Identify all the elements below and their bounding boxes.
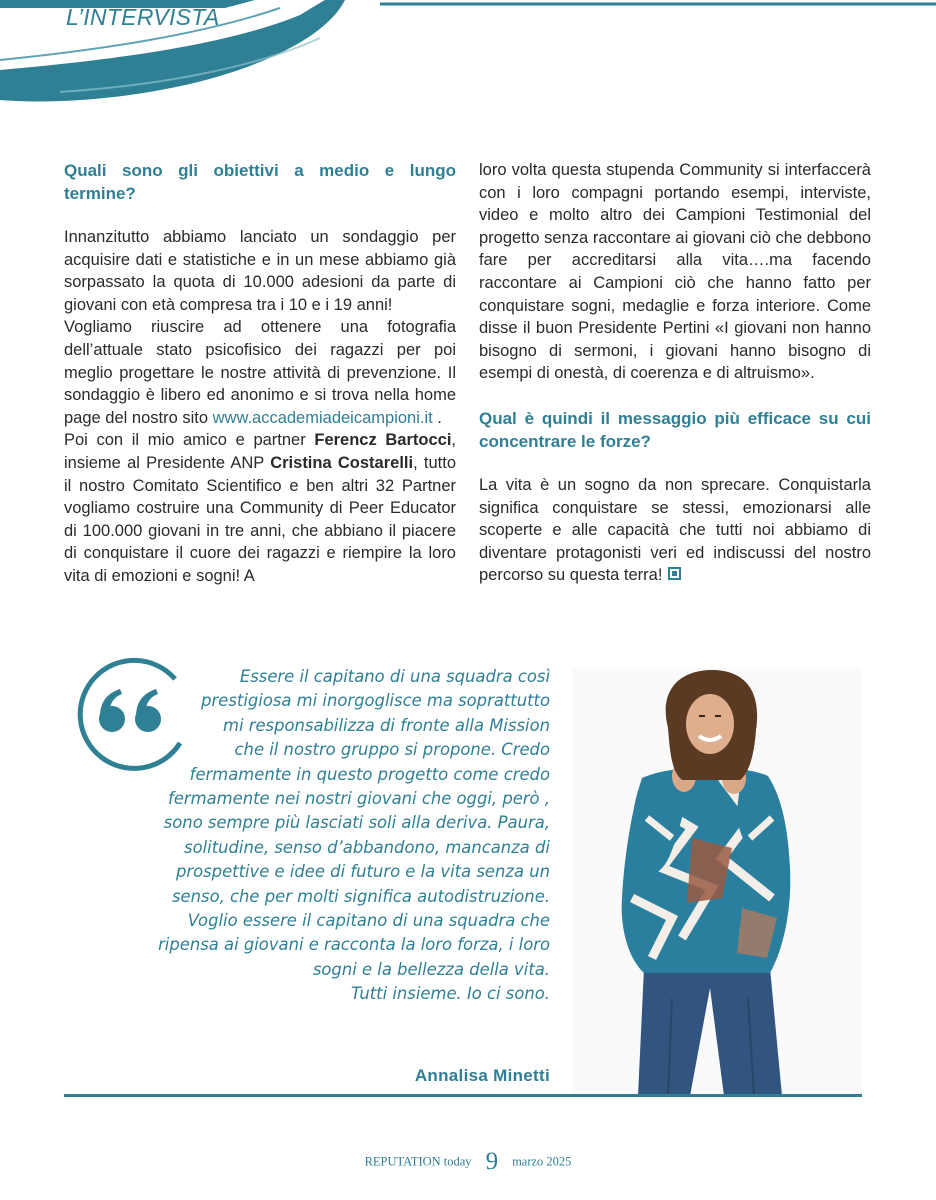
issue-date: marzo 2025 — [512, 1154, 572, 1169]
quote-line: Tutti insieme. Io ci sono. — [351, 984, 550, 1004]
quote-line: ripensa ai giovani e racconta la loro forza, i loro — [158, 935, 550, 955]
quote-line: mi responsabilizza di fronte alla Mission — [223, 715, 550, 735]
question-heading: Qual è quindi il messaggio più efficace su cui concentrare le forze? — [479, 408, 871, 451]
paragraph — [64, 316, 456, 429]
paragraph: Innanzitutto abbiamo lanciato un sondaggio per acquisire dati e statistiche e in un mese abbiamo già sorpassato la quota di 10.000 adesioni da parte di giovani con età compresa tra i 10 e i 19 anni! — [64, 228, 456, 314]
quote-line: Essere il capitano di una squadra così — [239, 667, 550, 686]
quote-line: sogni e la bellezza della vita. — [312, 959, 550, 979]
quote-line: Voglio essere il capitano di una squadra che — [187, 911, 550, 931]
quote-line: che il nostro gruppo si propone. Credo — [234, 740, 550, 760]
paragraph-text: Vogliamo riuscire ad ottenere una fotografia dell’attuale stato psicofisico dei ragazzi per poi meglio progettare le nostre attività di prevenzione. Il sondaggio è libero ed anonimo e si trova nella home page del nostro sito — [64, 318, 456, 427]
quote-line: prestigiosa mi inorgoglisce ma soprattutto — [201, 691, 550, 711]
quote-divider — [64, 1094, 862, 1097]
paragraph-text: , insieme al Presidente ANP — [64, 431, 456, 472]
quote-line: sono sempre più lasciati soli alla deriva. Paura, — [163, 813, 550, 833]
paragraph-text: Poi con il mio amico e partner — [64, 431, 315, 450]
portrait-photo — [572, 668, 862, 1096]
paragraph: loro volta questa stupenda Community si interfaccerà con i loro compagni portando esempi, interviste, video e molto altro dei Campioni Testimonial del progetto senza raccontare ai giovani ciò che debbono fare per accreditarsi alla vita….ma facendo raccontare ai Campioni ciò che hanno fatto per conquistare sogni, medaglie e forza interiore. Come disse il buon Presidente Pertini «I giovani non hanno bisogno di sermoni, i giovani hanno bisogno di esempi di onestà, di coerenza e di altruismo». — [479, 161, 871, 383]
page-footer — [0, 1148, 936, 1176]
right-column — [479, 159, 871, 587]
end-mark-icon — [668, 567, 681, 580]
quote-line: solitudine, senso d’abbandono, mancanza di — [184, 837, 550, 857]
paragraph-text: La vita è un sogno da non sprecare. Conquistarla significa conquistare se stessi, emozionarsi alle scoperte e alle capacità che tutti noi abbiamo di diventare protagonisti veri ed indiscussi del nostro percorso su questa terra! — [479, 475, 871, 585]
publication-name: REPUTATION today — [364, 1154, 472, 1169]
partner-name: Ferencz Bartocci — [314, 431, 452, 450]
quote-line: fermamente in questo progetto come credo — [189, 764, 550, 784]
quote-line: prospettive e idee di futuro e la vita senza un — [175, 862, 550, 882]
pull-quote — [130, 665, 550, 1007]
left-column — [64, 159, 456, 588]
section-label: L’INTERVISTA — [66, 4, 220, 30]
question-heading: Quali sono gli obiettivi a medio e lungo termine? — [64, 161, 456, 203]
paragraph-text: . — [432, 408, 442, 427]
website-link[interactable]: www.accademiadeicampioni.it — [212, 408, 433, 427]
paragraph — [479, 474, 871, 587]
quote-line: senso, che per molti significa autodistruzione. — [172, 886, 550, 906]
president-name: Cristina Costarelli — [270, 453, 414, 472]
page-number: 9 — [485, 1148, 499, 1175]
paragraph — [64, 429, 456, 587]
quote-line: fermamente nei nostri giovani che oggi, però , — [168, 789, 550, 809]
paragraph-text: , tutto il nostro Comitato Scientifico e ben altri 32 Partner vogliamo costruire una Community di Peer Educator di 100.000 giovani in tre anni, che abbiano il piacere di conquistare il cuore dei ragazzi e riempire la loro vita di emozioni e sogni! A — [64, 453, 456, 585]
quote-author: Annalisa Minetti — [414, 1066, 550, 1085]
